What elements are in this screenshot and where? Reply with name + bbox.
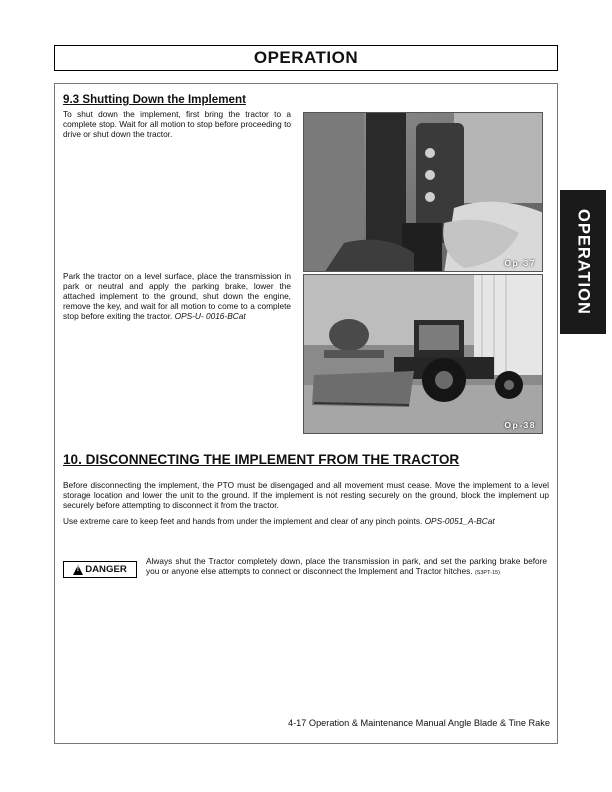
- section-9-3-paragraph-1: To shut down the implement, first bring the tractor to a complete stop. Wait for all motion to stop before proceeding to drive or shut down the tractor.: [63, 109, 291, 139]
- danger-message: [146, 556, 547, 578]
- danger-badge: [63, 561, 137, 578]
- photo-op-37-image: [304, 113, 543, 272]
- photo-op-38-caption: Op-38: [504, 420, 536, 430]
- section-9-3-paragraph-2: [63, 271, 291, 321]
- warning-triangle-icon: [73, 565, 83, 575]
- section-10-paragraph-2-text: Use extreme care to keep feet and hands from under the implement and clear of any pinch points.: [63, 516, 423, 526]
- page-number: 4-17: [287, 718, 307, 728]
- page-header-title: OPERATION: [253, 48, 359, 67]
- section-10-paragraph-1: Before disconnecting the implement, the PTO must be disengaged and all movement must cease. Move the implement to a level storage location and lower the unit to the ground. If the implement is not resting securely on the ground, block the implement up securely before attempting to disconnect it from the tractor.: [63, 480, 549, 510]
- footer-title: Operation & Maintenance Manual Angle Blade & Tine Rake: [308, 718, 550, 728]
- side-tab-label: OPERATION: [574, 209, 593, 315]
- page-header: [54, 45, 558, 71]
- section-9-3-heading: 9.3 Shutting Down the Implement: [63, 93, 246, 106]
- side-tab: [560, 190, 606, 334]
- photo-op-37: [303, 112, 543, 272]
- danger-message-text: Always shut the Tractor completely down, place the transmission in park, and set the parking brake before you or anyone else attempts to connect or disconnect the Implement and Tractor hitches.: [146, 556, 547, 576]
- section-10-paragraph-2: [63, 516, 549, 526]
- photo-op-37-caption: Op-37: [504, 258, 536, 268]
- section-9-3-paragraph-2-code: OPS-U- 0016-BCat: [174, 311, 246, 321]
- danger-label: DANGER: [85, 564, 127, 575]
- section-10-heading: 10. DISCONNECTING THE IMPLEMENT FROM THE TRACTOR: [63, 452, 460, 467]
- section-10-paragraph-2-code: OPS-0051_A-BCat: [424, 516, 495, 526]
- photo-op-38: [303, 274, 543, 434]
- photo-op-38-image: [304, 275, 543, 434]
- section-9-3-paragraph-2-text: Park the tractor on a level surface, place the transmission in park or neutral and apply the parking brake, lower the attached implement to the ground, shut down the engine, remove the key, and wait for all motion to come to a complete stop before exiting the tractor.: [63, 271, 291, 321]
- page-footer: [288, 718, 550, 728]
- danger-code: (S3PT-15): [474, 570, 500, 576]
